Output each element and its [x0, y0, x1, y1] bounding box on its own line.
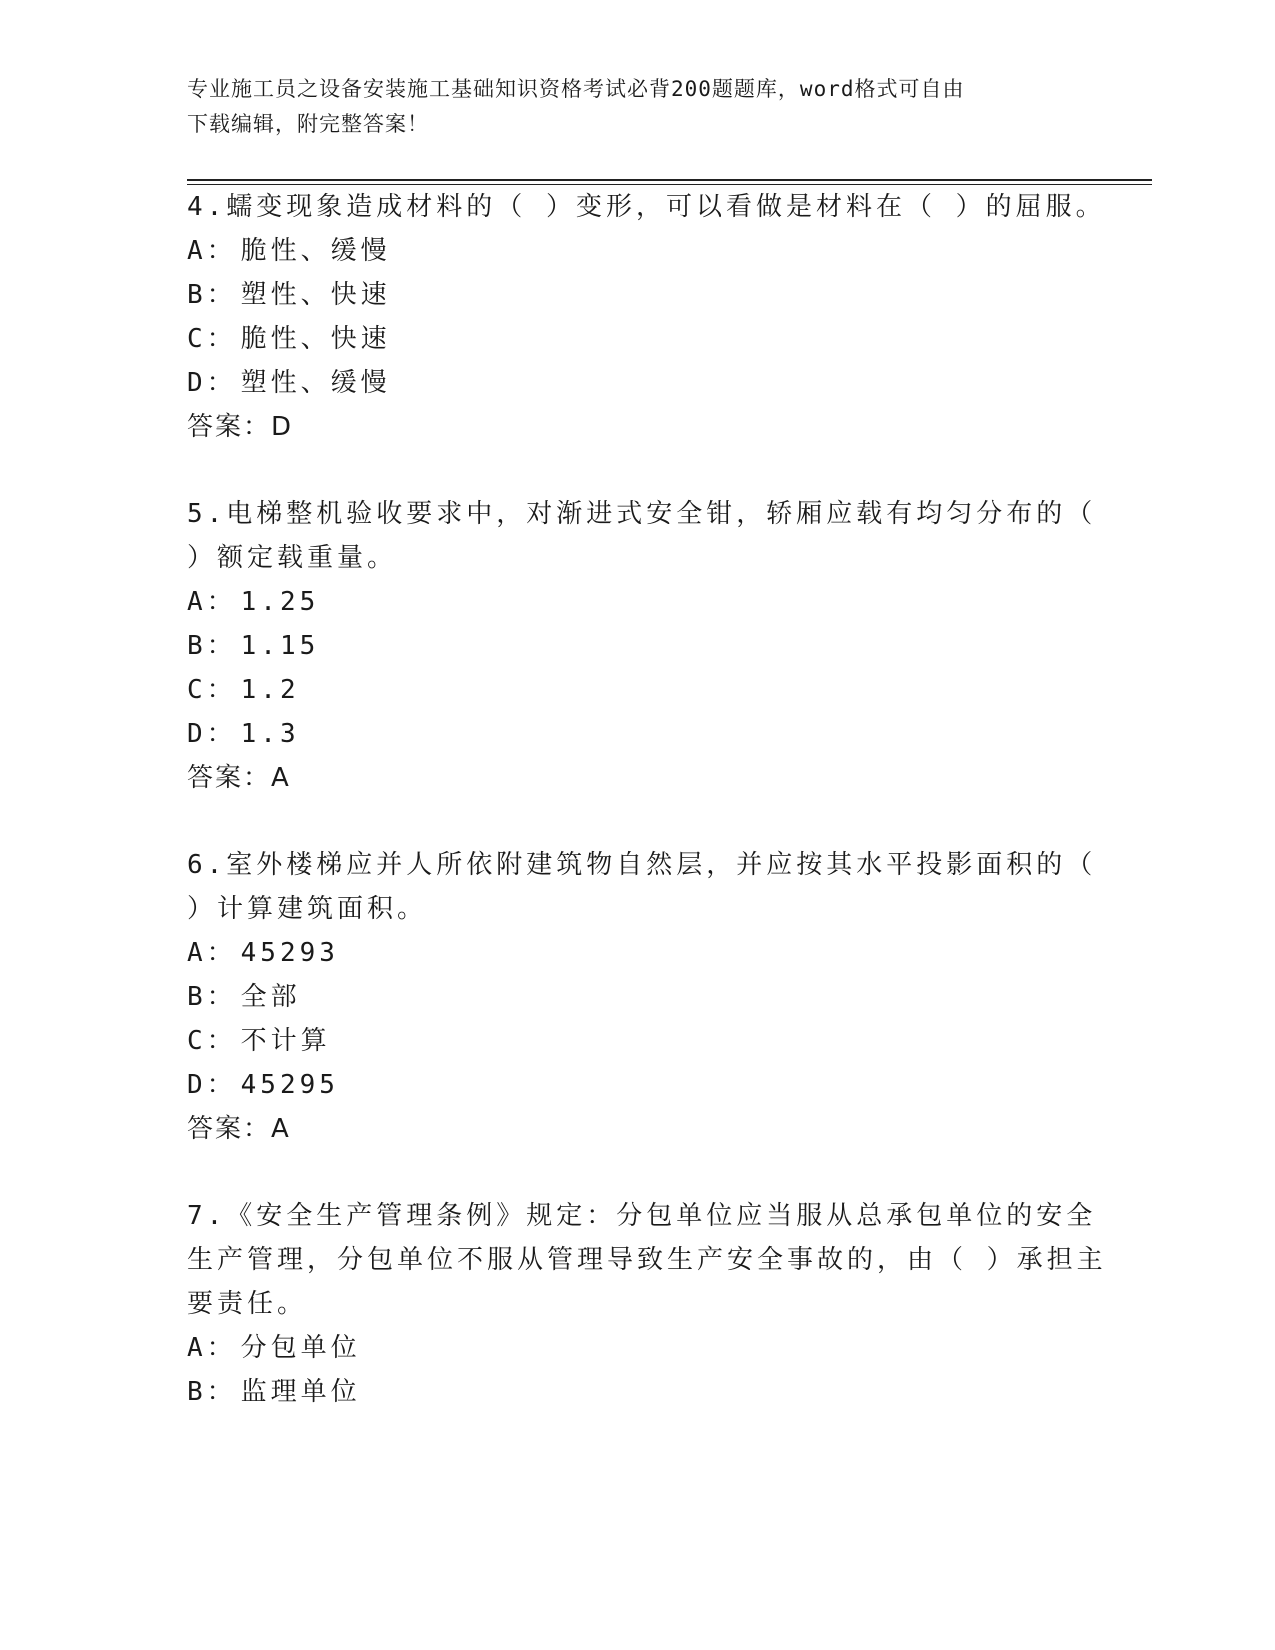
- option-key: B：: [187, 1377, 237, 1407]
- option-key: D：: [187, 368, 237, 398]
- question-7-option-a: [187, 1331, 361, 1365]
- option-key: D：: [187, 719, 237, 749]
- option-text: 1.15: [240, 631, 320, 661]
- option-text: 1.2: [240, 675, 300, 705]
- header-divider-thick: [187, 179, 1152, 181]
- question-4-text: 4.蠕变现象造成材料的（ ）变形，可以看做是材料在（ ）的屈服。: [187, 192, 1106, 222]
- document-header: [187, 72, 1087, 142]
- question-4-answer: 答案：D: [187, 412, 294, 442]
- question-6-option-c: [187, 1024, 331, 1058]
- option-text: 分包单位: [240, 1333, 361, 1363]
- question-4-option-a: [187, 234, 391, 268]
- question-6-text-line-1: 6.室外楼梯应并人所依附建筑物自然层，并应按其水平投影面积的（: [187, 850, 1097, 880]
- question-7-text-line-3: 要责任。: [187, 1289, 308, 1319]
- header-line-1: 专业施工员之设备安装施工基础知识资格考试必背200题题库，word格式可自由: [187, 77, 965, 101]
- question-5-answer: 答案：A: [187, 763, 291, 793]
- option-key: A：: [187, 587, 237, 617]
- question-5-text-line-1: 5.电梯整机验收要求中，对渐进式安全钳，轿厢应载有均匀分布的（: [187, 499, 1097, 529]
- question-6-option-b: [187, 980, 301, 1014]
- option-text: 不计算: [240, 1026, 331, 1056]
- option-text: 塑性、快速: [240, 280, 391, 310]
- question-4-option-c: [187, 322, 391, 356]
- option-key: A：: [187, 236, 237, 266]
- question-5-text-line-2: ）额定载重量。: [187, 543, 398, 573]
- option-text: 1.3: [240, 719, 300, 749]
- question-6-answer: 答案：A: [187, 1114, 291, 1144]
- option-key: C：: [187, 324, 237, 354]
- question-6-text-line-2: ）计算建筑面积。: [187, 894, 428, 924]
- option-key: C：: [187, 675, 237, 705]
- option-text: 全部: [240, 982, 301, 1012]
- option-text: 45293: [240, 938, 339, 968]
- question-5-option-a: [187, 585, 319, 619]
- header-divider-thin: [187, 184, 1152, 185]
- option-key: B：: [187, 631, 237, 661]
- option-key: C：: [187, 1026, 237, 1056]
- question-5-option-c: [187, 673, 300, 707]
- option-key: B：: [187, 280, 237, 310]
- header-line-2: 下载编辑，附完整答案！: [187, 112, 429, 136]
- question-7-text-line-2: 生产管理，分包单位不服从管理导致生产安全事故的，由（ ）承担主: [187, 1245, 1107, 1275]
- option-text: 脆性、快速: [240, 324, 391, 354]
- option-key: D：: [187, 1070, 237, 1100]
- option-text: 监理单位: [240, 1377, 361, 1407]
- question-4-option-b: [187, 278, 391, 312]
- option-key: A：: [187, 938, 237, 968]
- question-5-option-d: [187, 717, 300, 751]
- option-text: 塑性、缓慢: [240, 368, 391, 398]
- option-text: 1.25: [240, 587, 320, 617]
- question-7-option-b: [187, 1375, 361, 1409]
- question-6-option-a: [187, 936, 339, 970]
- question-5-option-b: [187, 629, 319, 663]
- option-text: 脆性、缓慢: [240, 236, 391, 266]
- option-key: A：: [187, 1333, 237, 1363]
- question-7-text-line-1: 7.《安全生产管理条例》规定：分包单位应当服从总承包单位的安全: [187, 1201, 1097, 1231]
- question-4-option-d: [187, 366, 391, 400]
- option-key: B：: [187, 982, 237, 1012]
- question-6-option-d: [187, 1068, 339, 1102]
- option-text: 45295: [240, 1070, 339, 1100]
